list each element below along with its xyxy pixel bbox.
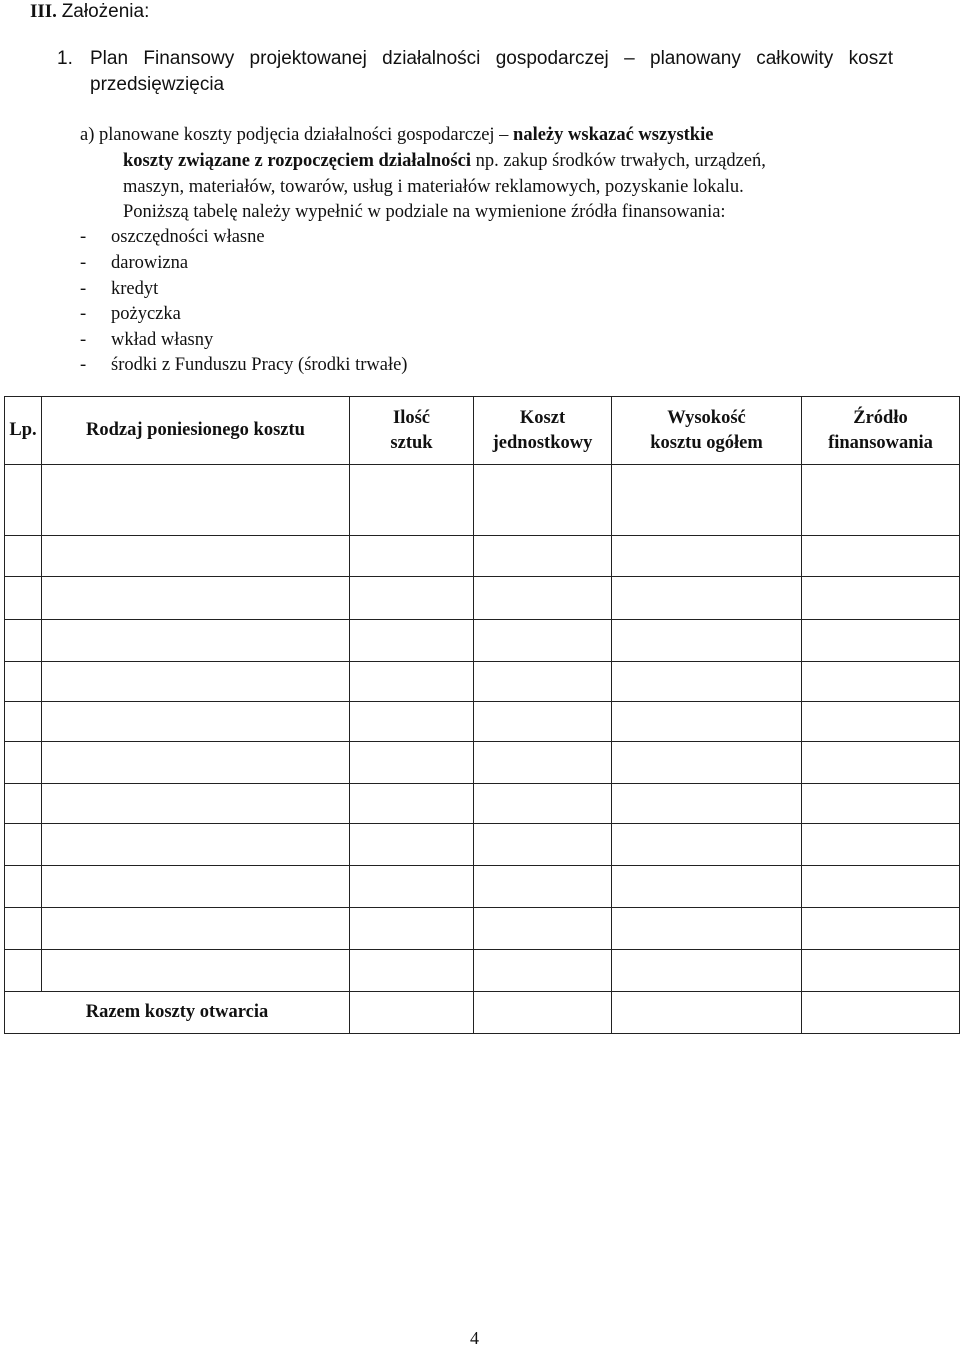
cell-unit-cost[interactable] xyxy=(474,577,612,620)
total-cost-cell[interactable] xyxy=(612,992,802,1034)
cell-quantity[interactable] xyxy=(350,824,474,866)
cell-unit-cost[interactable] xyxy=(474,465,612,536)
cell-cost-type[interactable] xyxy=(42,824,350,866)
cell-quantity[interactable] xyxy=(350,908,474,950)
cell-quantity[interactable] xyxy=(350,662,474,702)
table-row xyxy=(5,702,960,742)
source-label: oszczędności własne xyxy=(111,227,265,247)
source-item xyxy=(80,253,188,274)
cell-funding-source[interactable] xyxy=(802,465,960,536)
cell-total-cost[interactable] xyxy=(612,742,802,784)
cell-total-cost[interactable] xyxy=(612,950,802,992)
table-row xyxy=(5,465,960,536)
table-row xyxy=(5,784,960,824)
cell-lp[interactable] xyxy=(5,866,42,908)
source-label: pożyczka xyxy=(111,304,181,324)
source-label: kredyt xyxy=(111,279,159,299)
header-cost-type: Rodzaj poniesionego kosztu xyxy=(42,397,350,465)
source-item xyxy=(80,330,213,351)
cell-funding-source[interactable] xyxy=(802,784,960,824)
cell-cost-type[interactable] xyxy=(42,908,350,950)
cell-cost-type[interactable] xyxy=(42,950,350,992)
cell-lp[interactable] xyxy=(5,662,42,702)
cell-unit-cost[interactable] xyxy=(474,866,612,908)
source-label: wkład własny xyxy=(111,330,214,350)
cell-quantity[interactable] xyxy=(350,742,474,784)
cell-total-cost[interactable] xyxy=(612,824,802,866)
cell-funding-source[interactable] xyxy=(802,536,960,577)
point-a-rest-2: np. zakup środków trwałych, urządzeń, xyxy=(471,151,766,171)
cell-unit-cost[interactable] xyxy=(474,742,612,784)
total-unit-cost-cell[interactable] xyxy=(474,992,612,1034)
section-number: III. xyxy=(30,1,57,22)
source-item xyxy=(80,279,158,300)
cell-cost-type[interactable] xyxy=(42,620,350,662)
table-header-row xyxy=(5,397,960,465)
cell-total-cost[interactable] xyxy=(612,908,802,950)
table-row xyxy=(5,662,960,702)
source-dash: - xyxy=(80,304,87,324)
cell-cost-type[interactable] xyxy=(42,702,350,742)
cell-quantity[interactable] xyxy=(350,577,474,620)
cell-total-cost[interactable] xyxy=(612,577,802,620)
cell-funding-source[interactable] xyxy=(802,908,960,950)
cell-lp[interactable] xyxy=(5,702,42,742)
point-a-line-3: maszyn, materiałów, towarów, usług i materiałów reklamowych, pozyskanie lokalu. xyxy=(123,177,744,197)
table-row xyxy=(5,536,960,577)
plan-title-line-1: Plan Finansowy projektowanej działalności gospodarczej – planowany całkowity koszt xyxy=(90,48,893,69)
table-row xyxy=(5,866,960,908)
source-dash: - xyxy=(80,253,87,273)
source-dash: - xyxy=(80,279,87,299)
cell-funding-source[interactable] xyxy=(802,620,960,662)
cell-funding-source[interactable] xyxy=(802,866,960,908)
cell-total-cost[interactable] xyxy=(612,620,802,662)
cell-unit-cost[interactable] xyxy=(474,950,612,992)
point-a-bold-1: należy wskazać wszystkie xyxy=(513,125,714,145)
cell-total-cost[interactable] xyxy=(612,702,802,742)
cell-total-cost[interactable] xyxy=(612,536,802,577)
header-quantity-line-1: Ilość xyxy=(393,407,430,428)
point-a-bold-2: koszty związane z rozpoczęciem działalności xyxy=(123,151,471,171)
cell-lp[interactable] xyxy=(5,784,42,824)
cell-cost-type[interactable] xyxy=(42,662,350,702)
cell-lp[interactable] xyxy=(5,620,42,662)
cell-unit-cost[interactable] xyxy=(474,662,612,702)
cell-lp[interactable] xyxy=(5,742,42,784)
point-a-line-2 xyxy=(123,151,766,172)
header-quantity-line-2: sztuk xyxy=(390,432,433,453)
cell-unit-cost[interactable] xyxy=(474,702,612,742)
cell-quantity[interactable] xyxy=(350,465,474,536)
header-unit-cost-line-1: Koszt xyxy=(519,407,566,428)
cell-total-cost[interactable] xyxy=(612,866,802,908)
cell-quantity[interactable] xyxy=(350,536,474,577)
point-a-line-1 xyxy=(80,125,713,146)
header-total-cost-line-2: kosztu ogółem xyxy=(650,432,763,453)
total-label: Razem koszty otwarcia xyxy=(5,992,350,1034)
table-row xyxy=(5,824,960,866)
source-item xyxy=(80,227,265,248)
cell-lp[interactable] xyxy=(5,536,42,577)
cell-cost-type[interactable] xyxy=(42,465,350,536)
cost-table xyxy=(4,396,960,1034)
cell-cost-type[interactable] xyxy=(42,784,350,824)
cell-cost-type[interactable] xyxy=(42,866,350,908)
source-dash: - xyxy=(80,227,87,247)
cell-unit-cost[interactable] xyxy=(474,536,612,577)
cell-unit-cost[interactable] xyxy=(474,908,612,950)
cell-total-cost[interactable] xyxy=(612,465,802,536)
source-label: darowizna xyxy=(111,253,189,273)
table-row xyxy=(5,908,960,950)
section-heading xyxy=(30,1,149,23)
table-row xyxy=(5,577,960,620)
cell-unit-cost[interactable] xyxy=(474,620,612,662)
cell-funding-source[interactable] xyxy=(802,577,960,620)
table-total-row xyxy=(5,992,960,1034)
point-a-prefix: a) planowane koszty podjęcia działalności gospodarczej – xyxy=(80,125,514,145)
section-title: Założenia: xyxy=(61,1,150,22)
cell-total-cost[interactable] xyxy=(612,784,802,824)
header-unit-cost-line-2: jednostkowy xyxy=(492,432,593,453)
plan-item-number: 1. xyxy=(57,48,73,69)
source-item xyxy=(80,355,407,376)
cell-unit-cost[interactable] xyxy=(474,784,612,824)
cell-lp[interactable] xyxy=(5,465,42,536)
cell-lp[interactable] xyxy=(5,908,42,950)
plan-title-line-2: przedsięwzięcia xyxy=(90,74,225,95)
table-row xyxy=(5,742,960,784)
total-quantity-cell[interactable] xyxy=(350,992,474,1034)
cell-quantity[interactable] xyxy=(350,620,474,662)
header-funding-source xyxy=(802,397,960,465)
cell-funding-source[interactable] xyxy=(802,950,960,992)
header-unit-cost xyxy=(474,397,612,465)
cell-lp[interactable] xyxy=(5,577,42,620)
cell-funding-source[interactable] xyxy=(802,662,960,702)
cell-funding-source[interactable] xyxy=(802,824,960,866)
cell-cost-type[interactable] xyxy=(42,577,350,620)
header-quantity xyxy=(350,397,474,465)
header-funding-source-line-1: Źródło xyxy=(853,407,908,428)
cell-cost-type[interactable] xyxy=(42,742,350,784)
source-dash: - xyxy=(80,355,87,375)
table-row xyxy=(5,950,960,992)
cell-lp[interactable] xyxy=(5,824,42,866)
source-dash: - xyxy=(80,330,87,350)
cell-quantity[interactable] xyxy=(350,950,474,992)
cell-quantity[interactable] xyxy=(350,866,474,908)
cell-funding-source[interactable] xyxy=(802,742,960,784)
header-funding-source-line-2: finansowania xyxy=(828,432,933,453)
cell-total-cost[interactable] xyxy=(612,662,802,702)
table-body xyxy=(5,465,960,992)
cell-cost-type[interactable] xyxy=(42,536,350,577)
header-total-cost xyxy=(612,397,802,465)
total-source-cell[interactable] xyxy=(802,992,960,1034)
header-total-cost-line-1: Wysokość xyxy=(667,407,746,428)
cell-quantity[interactable] xyxy=(350,702,474,742)
cell-unit-cost[interactable] xyxy=(474,824,612,866)
page-number: 4 xyxy=(470,1328,479,1348)
table-row xyxy=(5,620,960,662)
cell-lp[interactable] xyxy=(5,950,42,992)
source-item xyxy=(80,304,181,325)
cell-funding-source[interactable] xyxy=(802,702,960,742)
point-a-line-4: Poniższą tabelę należy wypełnić w podziale na wymienione źródła finansowania: xyxy=(123,202,726,222)
header-lp: Lp. xyxy=(5,397,42,465)
cell-quantity[interactable] xyxy=(350,784,474,824)
source-label: środki z Funduszu Pracy (środki trwałe) xyxy=(111,355,408,375)
